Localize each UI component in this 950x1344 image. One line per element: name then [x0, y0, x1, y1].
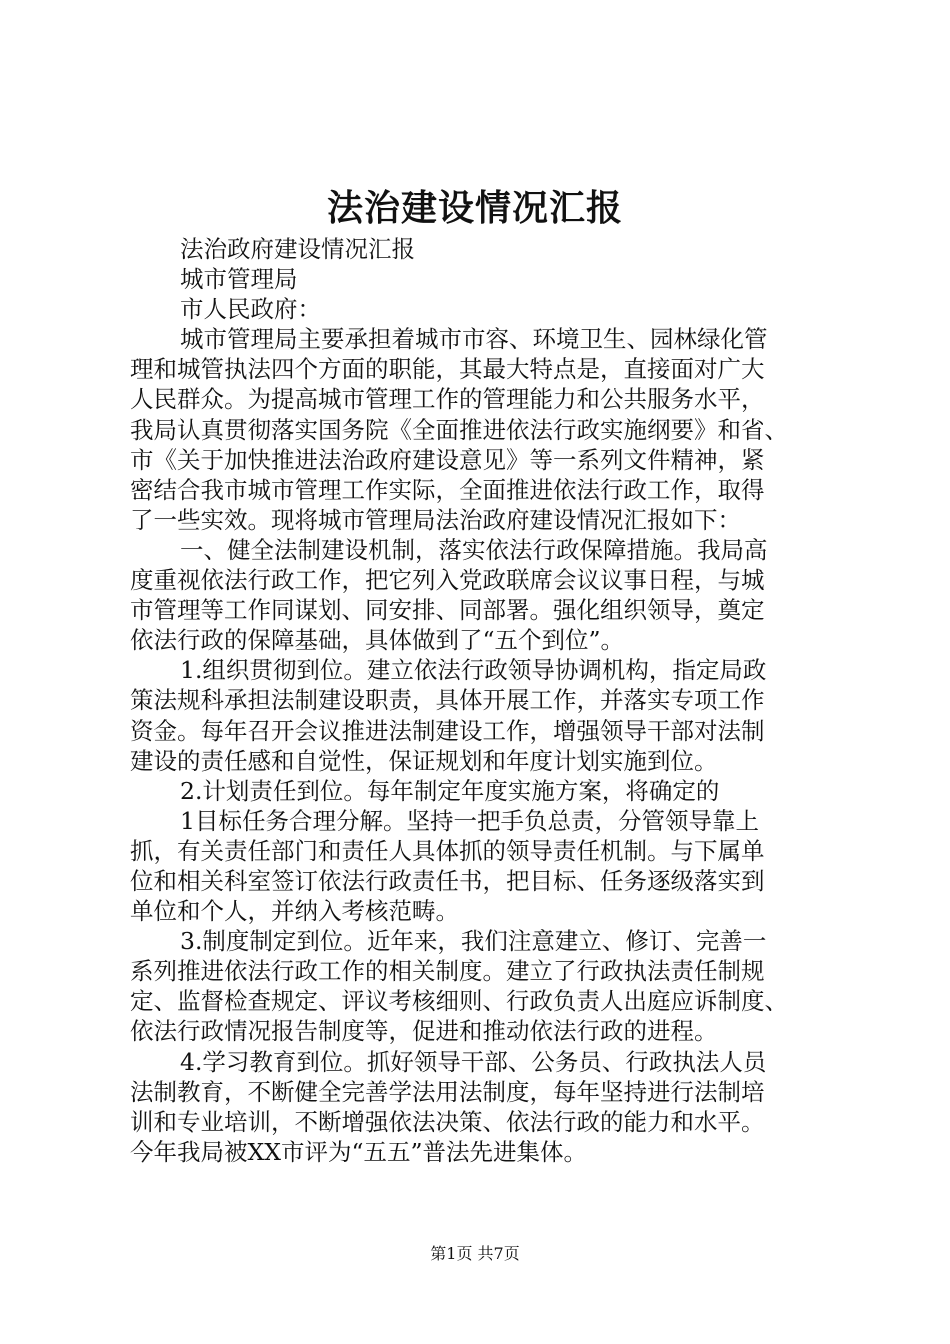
paragraph-line: 4.学习教育到位。抓好领导干部、公务员、行政执法人员 — [180, 1047, 767, 1076]
author-line: 城市管理局 — [180, 265, 298, 294]
paragraph-line: 资金。每年召开会议推进法制建设工作，增强领导干部对法制 — [130, 716, 765, 745]
recipient-line: 市人民政府： — [180, 295, 321, 324]
paragraph-line: 3.制度制定到位。近年来，我们注意建立、修订、完善一 — [180, 927, 767, 956]
paragraph-line: 依法行政的保障基础，具体做到了“五个到位”。 — [130, 626, 625, 655]
paragraph-line: 密结合我市城市管理工作实际，全面推进依法行政工作，取得 — [130, 475, 765, 504]
paragraph-line: 市管理等工作同谋划、同安排、同部署。强化组织领导，奠定 — [130, 596, 765, 625]
paragraph-line: 2.计划责任到位。每年制定年度实施方案，将确定的 — [180, 776, 720, 805]
document-body — [130, 234, 830, 1167]
paragraph-line: 抓，有关责任部门和责任人具体抓的领导责任机制。与下属单 — [130, 836, 765, 865]
paragraph-line: 我局认真贯彻落实国务院《全面推进依法行政实施纲要》和省、 — [130, 415, 788, 444]
paragraph-line: 度重视依法行政工作，把它列入党政联席会议议事日程，与城 — [130, 566, 765, 595]
paragraph-line: 单位和个人，并纳入考核范畴。 — [130, 897, 459, 926]
paragraph-line: 训和专业培训，不断增强依法决策、依法行政的能力和水平。 — [130, 1107, 765, 1136]
paragraph-line: 定、监督检查规定、评议考核细则、行政负责人出庭应诉制度、 — [130, 987, 788, 1016]
subtitle-line: 法治政府建设情况汇报 — [180, 235, 415, 263]
paragraph-line: 1.组织贯彻到位。建立依法行政领导协调机构，指定局政 — [180, 656, 767, 685]
paragraph-line: 城市管理局主要承担着城市市容、环境卫生、园林绿化管 — [180, 325, 768, 354]
paragraph-line: 理和城管执法四个方面的职能，其最大特点是，直接面对广大 — [130, 355, 765, 384]
paragraph-line: 1目标任务合理分解。坚持一把手负总责，分管领导靠上 — [180, 806, 759, 835]
paragraph-line: 一、健全法制建设机制，落实依法行政保障措施。我局高 — [180, 535, 768, 564]
paragraph-line: 位和相关科室签订依法行政责任书，把目标、任务逐级落实到 — [130, 866, 765, 895]
paragraph-line: 了一些实效。现将城市管理局法治政府建设情况汇报如下： — [130, 505, 741, 534]
paragraph-line: 依法行政情况报告制度等，促进和推动依法行政的进程。 — [130, 1017, 718, 1046]
paragraph-line: 策法规科承担法制建设职责，具体开展工作，并落实专项工作 — [130, 686, 765, 715]
paragraph-line: 系列推进依法行政工作的相关制度。建立了行政执法责任制规 — [130, 957, 765, 986]
paragraph-line: 市《关于加快推进法治政府建设意见》等一系列文件精神，紧 — [130, 445, 765, 474]
page-number-footer: 第1页 共7页 — [430, 1244, 520, 1263]
paragraph-line: 法制教育，不断健全完善学法用法制度，每年坚持进行法制培 — [130, 1077, 765, 1106]
paragraph-line: 人民群众。为提高城市管理工作的管理能力和公共服务水平， — [130, 385, 765, 414]
paragraph-line: 今年我局被XX市评为“五五”普法先进集体。 — [130, 1137, 587, 1166]
document-title: 法治建设情况汇报 — [326, 187, 623, 229]
paragraph-line: 建设的责任感和自觉性，保证规划和年度计划实施到位。 — [130, 746, 718, 775]
